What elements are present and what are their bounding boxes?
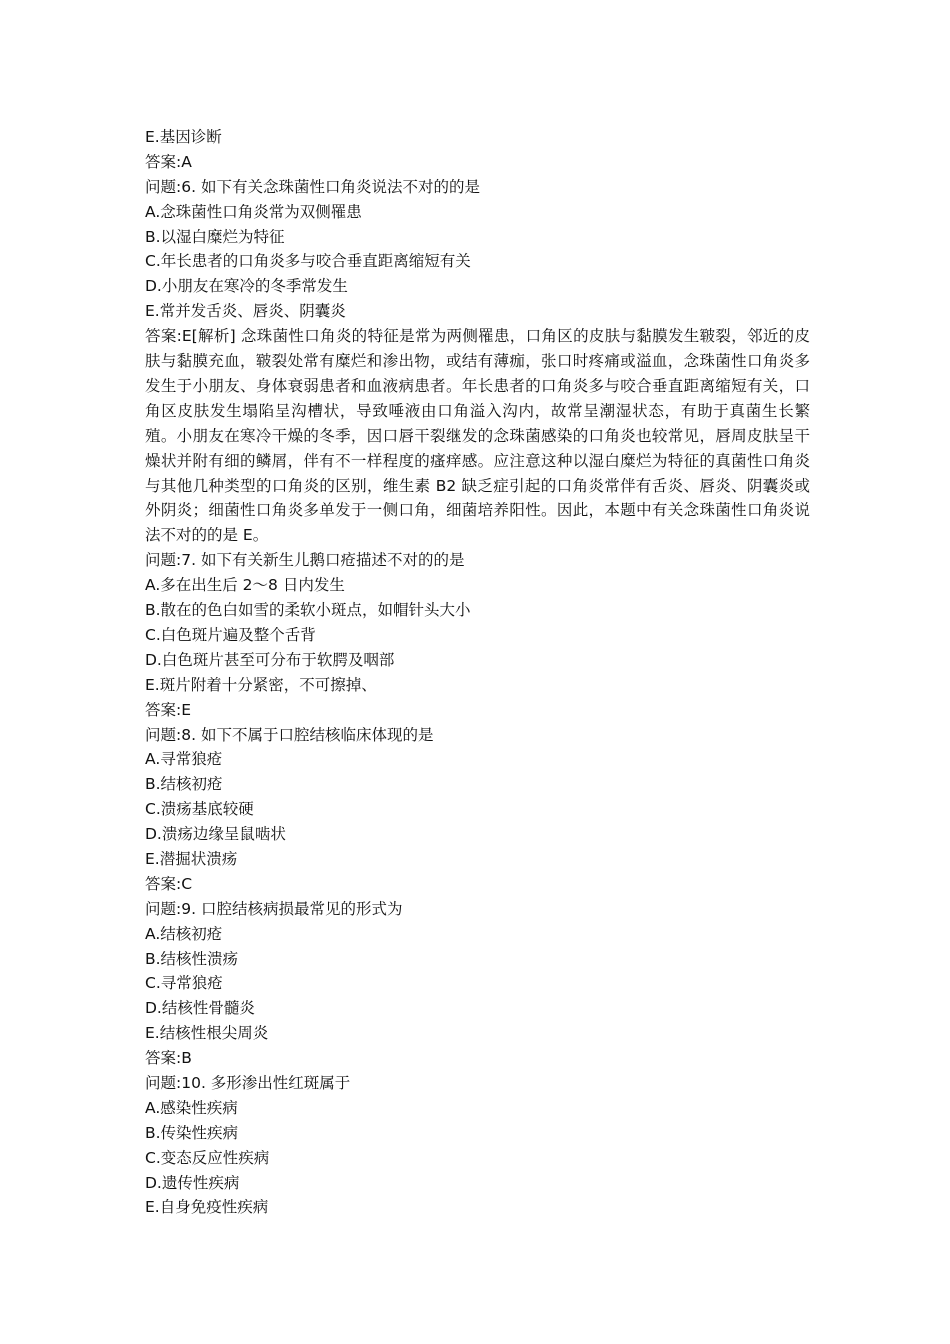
- option-a-q6: A.念珠菌性口角炎常为双侧罹患: [145, 202, 362, 221]
- option-d-q6: D.小朋友在寒冷的冬季常发生: [145, 277, 348, 296]
- option-b-q8: B.结核初疮: [145, 775, 223, 794]
- option-e-q6: E.常并发舌炎、唇炎、阴囊炎: [145, 302, 346, 321]
- answer-q9: 答案:B: [145, 1049, 192, 1068]
- option-b-q6: B.以湿白糜烂为特征: [145, 227, 285, 246]
- answer-q8: 答案:C: [145, 874, 193, 893]
- question-6: 问题:6. 如下有关念珠菌性口角炎说法不对的的是: [145, 177, 480, 196]
- option-e-q8: E.潜掘状溃疡: [145, 849, 238, 868]
- option-c-q6: C.年长患者的口角炎多与咬合垂直距离缩短有关: [145, 252, 471, 271]
- option-b-q10: B.传染性疾病: [145, 1123, 239, 1142]
- option-d-q10: D.遗传性疾病: [145, 1173, 240, 1192]
- document-page: [145, 125, 810, 1220]
- question-7: 问题:7. 如下有关新生儿鹅口疮描述不对的的是: [145, 551, 465, 570]
- option-e-q10: E.自身免疫性疾病: [145, 1198, 269, 1217]
- option-e-q5: E.基因诊断: [145, 128, 222, 146]
- option-a-q7: A.多在出生后 2～8 日内发生: [145, 576, 345, 595]
- question-9: 问题:9. 口腔结核病损最常见的形式为: [145, 899, 403, 918]
- question-8: 问题:8. 如下不属于口腔结核临床体现的是: [145, 725, 434, 744]
- option-c-q7: C.白色斑片遍及整个舌背: [145, 625, 316, 644]
- answer-q7: 答案:E: [145, 700, 192, 719]
- option-b-q9: B.结核性溃疡: [145, 949, 239, 968]
- answer-analysis-q6: 答案:E[解析] 念珠菌性口角炎的特征是常为两侧罹患，口角区的皮肤与黏膜发生皲裂，邻近的皮肤与黏膜充血，皲裂处常有糜烂和渗出物，或结有薄痂，张口时疼痛或溢血，念珠菌性口角炎多发生于小朋友、身体衰弱患者和血液病患者。年长患者的口角炎多与咬合垂直距离缩短有关，口角区皮肤发生塌陷呈沟槽状，导致唾液由口角溢入沟内，故常呈潮湿状态，有助于真菌生长繁殖。小朋友在寒冷干燥的冬季，因口唇干裂继发的念珠菌感染的口角炎也较常见，唇周皮肤呈干燥状并附有细的鳞屑，伴有不一样程度的瘙痒感。应注意这种以湿白糜烂为特征的真菌性口角炎与其他几种类型的口角炎的区别，维生素 B2 缺乏症引起的口角炎常伴有舌炎、唇炎、阴囊炎或外阴炎；细菌性口角炎多单发于一侧口角，细菌培养阳性。因此，本题中有关念珠菌性口角炎说法不对的的是 E。: [145, 327, 810, 545]
- option-e-q7: E.斑片附着十分紧密，不可擦掉、: [145, 675, 377, 694]
- option-d-q9: D.结核性骨髓炎: [145, 999, 255, 1018]
- option-e-q9: E.结核性根尖周炎: [145, 1024, 269, 1043]
- option-d-q8: D.溃疡边缘呈鼠啮状: [145, 825, 286, 844]
- question-10: 问题:10. 多形渗出性红斑属于: [145, 1073, 351, 1092]
- option-c-q8: C.溃疡基底较硬: [145, 800, 254, 819]
- option-c-q10: C.变态反应性疾病: [145, 1148, 270, 1167]
- option-a-q8: A.寻常狼疮: [145, 750, 223, 769]
- option-c-q9: C.寻常狼疮: [145, 974, 223, 993]
- option-b-q7: B.散在的色白如雪的柔软小斑点，如帽针头大小: [145, 601, 471, 620]
- option-a-q9: A.结核初疮: [145, 924, 223, 943]
- answer-q5: 答案:A: [145, 152, 192, 171]
- option-d-q7: D.白色斑片甚至可分布于软腭及咽部: [145, 650, 395, 669]
- option-a-q10: A.感染性疾病: [145, 1098, 238, 1117]
